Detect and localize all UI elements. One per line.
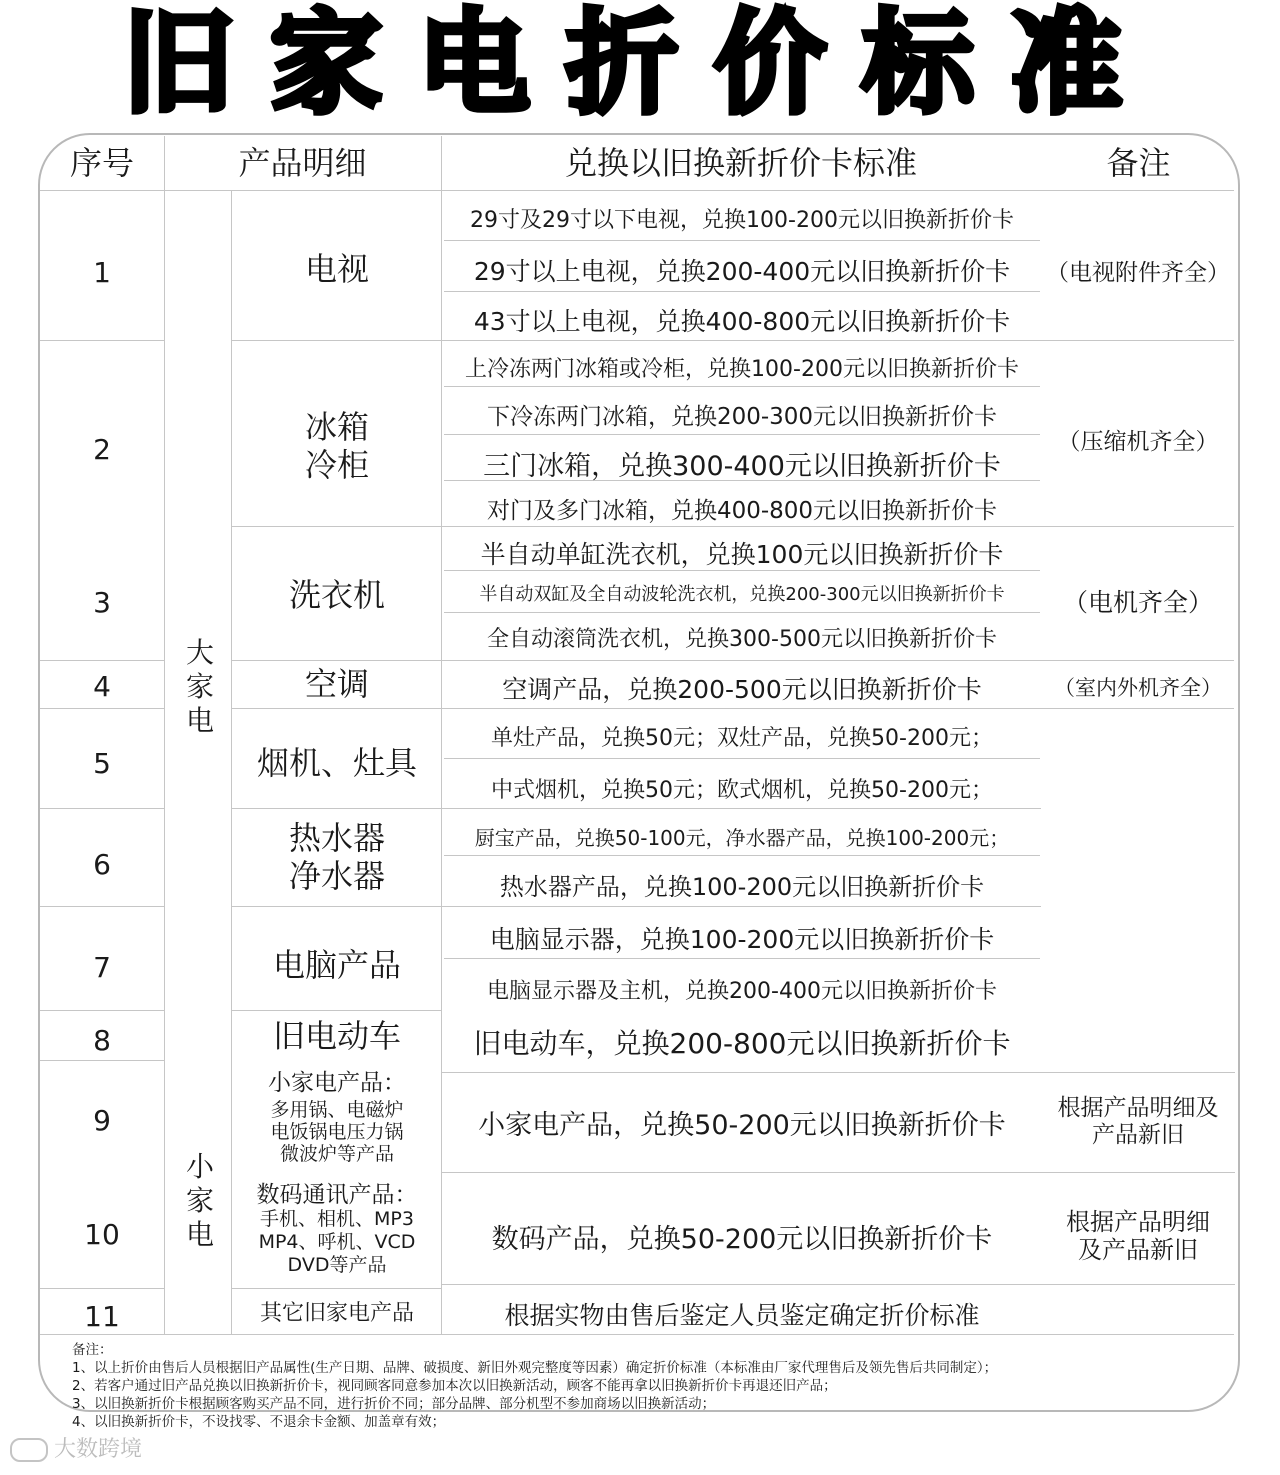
row-number: 2 [93, 433, 111, 466]
remark-line: 产品新旧 [1092, 1122, 1184, 1148]
product-name-line: 电饭锅电压力锅 [270, 1121, 404, 1143]
footnote: 3、以旧换新折价卡根据顾客购买产品不同，进行折价不同；部分品牌、部分机型不参加商场以旧换新活动； [72, 1396, 716, 1412]
product-name: 电视 [304, 250, 369, 288]
remark-line: 根据产品明细及 [1057, 1095, 1219, 1121]
product-name-line: 冷柜 [304, 446, 369, 484]
product-name-line: DVD等产品 [287, 1254, 387, 1276]
watermark-text: 大数跨境 [54, 1437, 143, 1462]
footnote: 4、以旧换新折价卡，不设找零、不退余卡金额、加盖章有效； [72, 1414, 446, 1430]
header-seq: 序号 [69, 144, 134, 182]
product-name: 空调 [304, 665, 369, 703]
product-title: 数码通讯产品： [256, 1182, 418, 1208]
watermark-logo-icon [10, 1438, 48, 1462]
product-name-line: MP4、呼机、VCD [258, 1231, 416, 1253]
standard-line: 空调产品，兑换200-500元以旧换新折价卡 [502, 675, 982, 704]
standard-line: 上冷冻两门冰箱或冷柜，兑换100-200元以旧换新折价卡 [465, 357, 1019, 382]
standard-line: 对门及多门冰箱，兑换400-800元以旧换新折价卡 [486, 498, 998, 524]
header-remark: 备注 [1106, 144, 1171, 182]
standard-line: 根据实物由售后鉴定人员鉴定确定折价标准 [504, 1301, 980, 1330]
remark: （压缩机齐全） [1057, 429, 1219, 455]
standard-line: 小家电产品，兑换50-200元以旧换新折价卡 [478, 1110, 1006, 1141]
standard-line: 热水器产品，兑换100-200元以旧换新折价卡 [499, 873, 985, 901]
row-number: 3 [93, 586, 111, 619]
product-name-line: 多用锅、电磁炉 [270, 1099, 404, 1121]
category-small: 小家电 [185, 1150, 214, 1251]
standard-line: 全自动滚筒洗衣机，兑换300-500元以旧换新折价卡 [487, 627, 997, 652]
product-name-line: 冰箱 [304, 408, 369, 446]
row-number: 11 [84, 1300, 120, 1333]
product-name: 其它旧家电产品 [259, 1301, 414, 1326]
remark: （电视附件齐全） [1046, 260, 1230, 286]
standard-line: 43寸以上电视，兑换400-800元以旧换新折价卡 [473, 307, 1011, 336]
product-name-line: 手机、相机、MP3 [260, 1208, 414, 1230]
row-number: 5 [93, 747, 111, 780]
standard-line: 中式烟机，兑换50元；欧式烟机，兑换50-200元； [491, 778, 993, 803]
header-standard: 兑换以旧换新折价卡标准 [564, 144, 917, 182]
remark: （电机齐全） [1062, 588, 1213, 617]
row-number: 7 [93, 951, 111, 984]
standard-line: 三门冰箱，兑换300-400元以旧换新折价卡 [483, 451, 1001, 482]
row-number: 6 [93, 848, 111, 881]
standard-line: 电脑显示器，兑换100-200元以旧换新折价卡 [489, 925, 995, 954]
standard-line: 电脑显示器及主机，兑换200-400元以旧换新折价卡 [487, 979, 997, 1004]
category-large: 大家电 [185, 636, 214, 737]
remark-line: 及产品新旧 [1078, 1236, 1198, 1264]
row-number: 4 [93, 670, 111, 703]
standard-line: 厨宝产品，兑换50-100元，净水器产品，兑换100-200元； [474, 826, 1010, 850]
watermark [10, 1432, 142, 1463]
standard-line: 下冷冻两门冰箱，兑换200-300元以旧换新折价卡 [486, 404, 998, 430]
remark-line: 根据产品明细 [1066, 1208, 1210, 1236]
product-name-line: 净水器 [288, 857, 385, 895]
remark: （室内外机齐全） [1054, 676, 1222, 700]
footnote-heading: 备注： [72, 1342, 113, 1358]
row-number: 8 [93, 1024, 111, 1057]
standard-line: 29寸以上电视，兑换200-400元以旧换新折价卡 [473, 257, 1011, 286]
product-title: 小家电产品： [268, 1070, 406, 1096]
footnote: 1、以上折价由售后人员根据旧产品属性(生产日期、品牌、破损度、新旧外观完整度等因素）确定折价标准（本标准由厂家代理售后及领先售后共同制定）； [72, 1360, 998, 1376]
product-name-line: 热水器 [288, 819, 385, 857]
product-name: 洗衣机 [288, 576, 385, 614]
standard-line: 旧电动车，兑换200-800元以旧换新折价卡 [473, 1027, 1011, 1060]
standard-line: 半自动双缸及全自动波轮洗衣机，兑换200-300元以旧换新折价卡 [479, 584, 1005, 605]
header-product: 产品明细 [238, 144, 367, 182]
page-title: 旧家电折价标准 [122, 0, 1158, 129]
row-number: 1 [93, 256, 111, 289]
product-name: 旧电动车 [272, 1017, 401, 1055]
product-name-line: 微波炉等产品 [279, 1143, 394, 1165]
standard-line: 29寸及29寸以下电视，兑换100-200元以旧换新折价卡 [470, 208, 1014, 233]
product-name: 烟机、灶具 [256, 744, 417, 782]
product-name: 电脑产品 [272, 946, 401, 984]
standard-line: 半自动单缸洗衣机，兑换100元以旧换新折价卡 [480, 540, 1004, 569]
standard-line: 数码产品，兑换50-200元以旧换新折价卡 [491, 1224, 993, 1255]
row-number: 9 [93, 1104, 111, 1137]
row-number: 10 [84, 1218, 120, 1251]
footnote: 2、若客户通过旧产品兑换以旧换新折价卡，视同顾客同意参加本次以旧换新活动，顾客不能再拿以旧换新折价卡再退还旧产品； [72, 1378, 837, 1394]
standard-line: 单灶产品，兑换50元；双灶产品，兑换50-200元； [491, 726, 993, 751]
